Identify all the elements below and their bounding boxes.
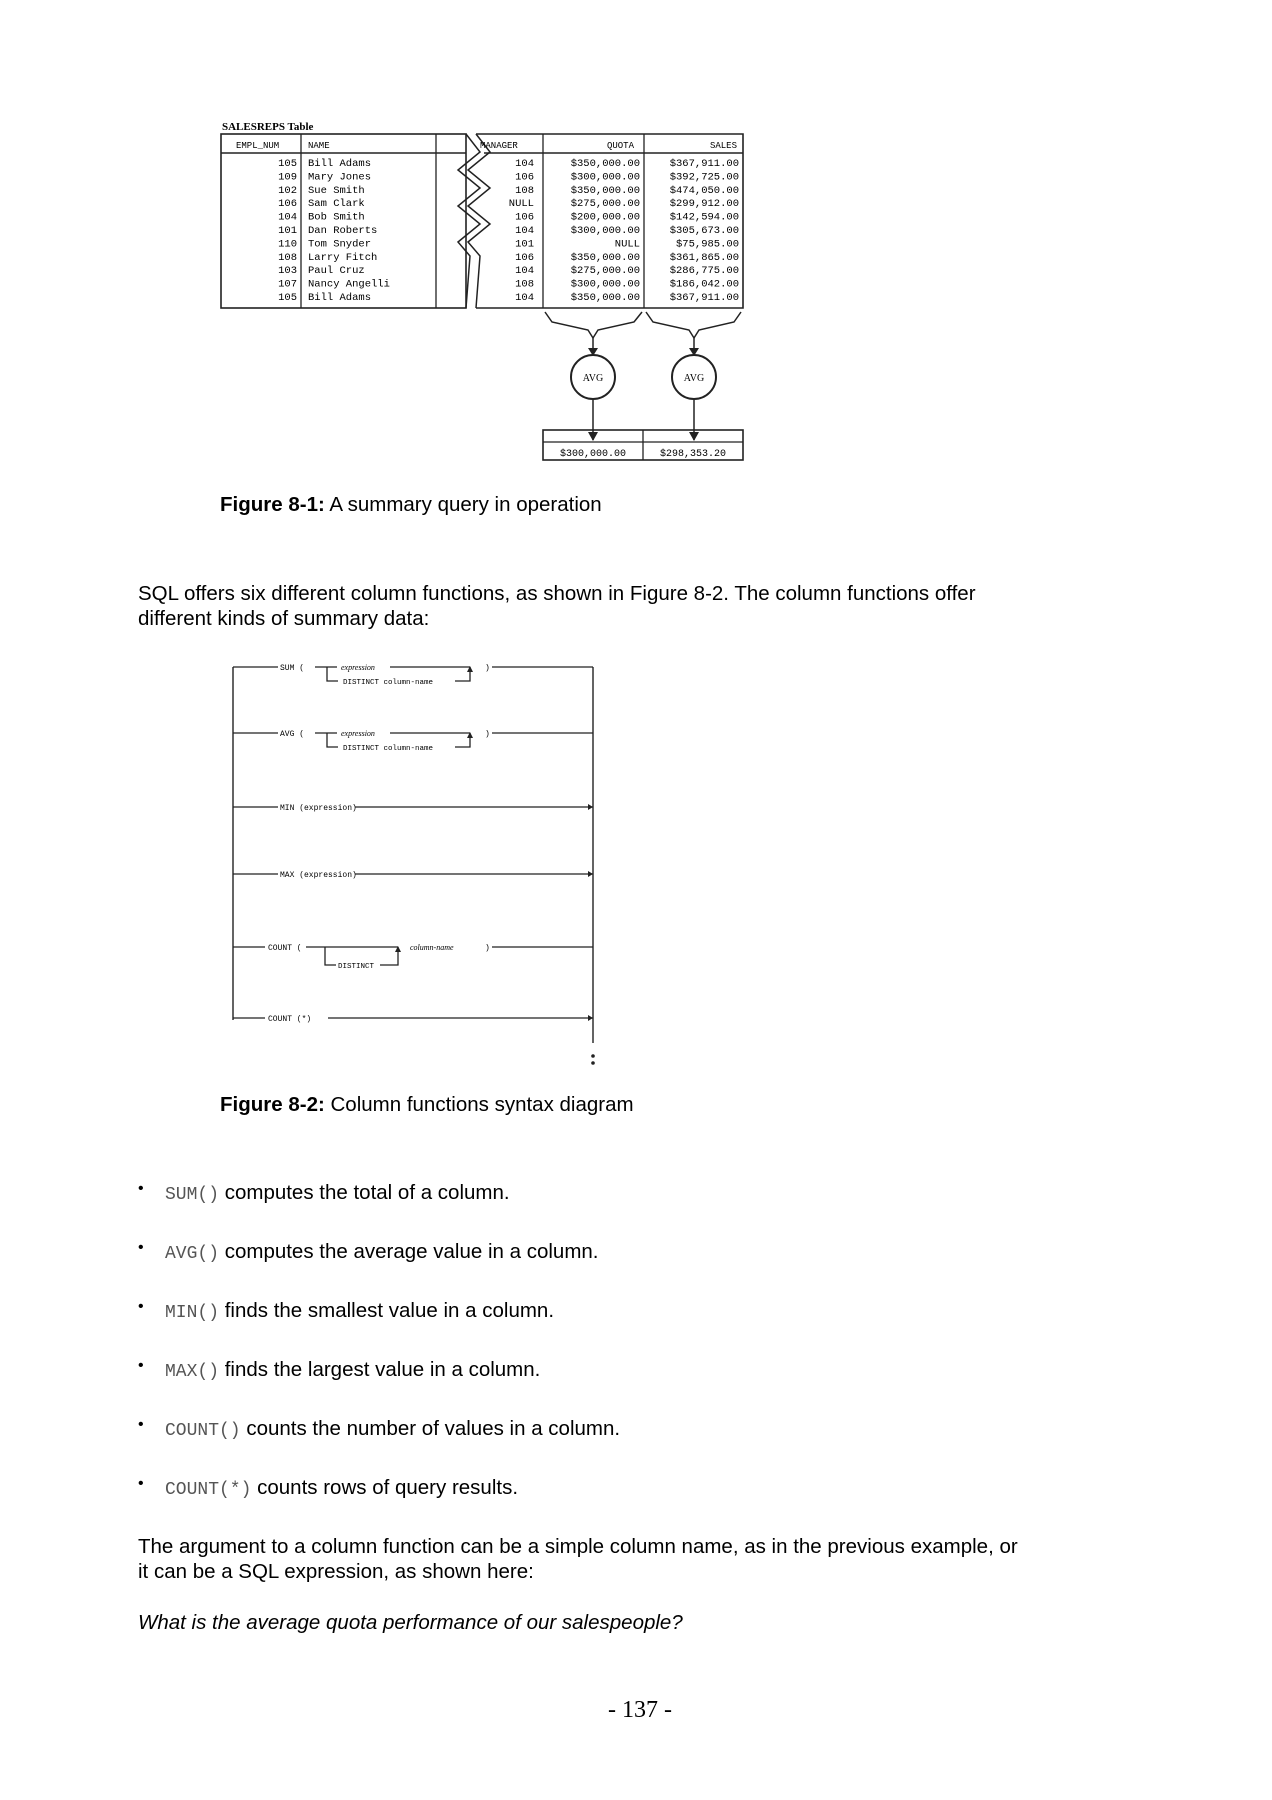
figure-8-1-caption-text: A summary query in operation [324,493,602,516]
cell-empl-num: 106 [278,198,297,211]
cell-quota: NULL [614,238,640,251]
header-sales: SALES [709,141,737,151]
syntax-avg-expression: expression [341,729,375,738]
syntax-sum: SUM ( [280,664,305,673]
syntax-count-close: ) [485,944,490,953]
header-quota: QUOTA [606,141,634,151]
cell-manager: 106 [515,211,534,224]
cell-empl-num: 103 [278,265,297,278]
table-row [278,238,739,250]
figure-8-1-caption [220,493,602,517]
syntax-avg: AVG ( [280,730,305,739]
cell-sales: $186,042.00 [669,278,739,291]
cell-name: Sue Smith [308,184,365,197]
cell-sales: $286,775.00 [669,265,739,278]
cell-name: Larry Fitch [308,251,378,264]
result-sales-avg: $298,353.20 [659,449,727,460]
cell-quota: $350,000.00 [570,158,640,170]
cell-name: Tom Snyder [308,238,372,251]
avg-circle-quota: AVG [582,373,604,384]
cell-sales: $299,912.00 [669,198,739,211]
cell-empl-num: 108 [278,251,297,264]
cell-quota: $200,000.00 [570,211,640,224]
syntax-count-column: column-name [410,943,454,952]
cell-manager: 108 [515,278,534,291]
header-manager: MANAGER [480,141,518,151]
argument-paragraph: The argument to a column function can be a simple column name, as in the previous example, or it can be a SQL expression, as shown here: [138,1535,1018,1583]
cell-quota: $275,000.00 [570,265,640,278]
intro-paragraph: SQL offers six different column functions, as shown in Figure 8-2. The column functions offer different kinds of summary data: [138,582,976,630]
bullet-code: AVG() [165,1244,220,1264]
bullet-dot: • [138,1475,144,1492]
syntax-avg-close: ) [485,730,490,739]
avg-circle-sales: AVG [683,373,705,384]
syntax-sum-expression: expression [341,663,375,672]
table-row [278,198,739,210]
cell-name: Sam Clark [308,198,365,211]
bullet-text: counts rows of query results. [251,1476,519,1499]
bullet-code: MIN() [165,1303,220,1323]
cell-manager: 106 [515,171,534,184]
cell-manager: 104 [515,265,534,278]
cell-sales: $142,594.00 [669,211,739,224]
syntax-count: COUNT ( [268,944,302,953]
figure-8-2-caption-label: Figure 8-2: [220,1093,325,1116]
header-empl-num: EMPL_NUM [236,141,280,151]
figure-8-2-syntax-diagram [0,650,1272,1070]
bullet-text: finds the largest value in a column. [219,1358,541,1381]
bullet-code: MAX() [165,1362,220,1382]
bullet-dot: • [138,1239,144,1256]
cell-sales: $367,911.00 [669,292,739,304]
cell-name: Bob Smith [308,211,365,224]
cell-quota: $300,000.00 [570,278,640,291]
table-row [278,225,739,237]
cell-manager: 106 [515,251,534,264]
cell-name: Bill Adams [308,292,372,304]
syntax-min: MIN (expression) [280,804,357,813]
table-row [278,279,739,291]
table-row [278,265,739,277]
table-row [278,185,739,197]
cell-empl-num: 101 [278,225,297,237]
cell-quota: $350,000.00 [570,184,640,197]
cell-empl-num: 104 [278,211,297,224]
question-text: What is the average quota performance of our salespeople? [138,1611,683,1634]
cell-sales: $361,865.00 [669,251,739,264]
salesreps-rows [278,158,739,304]
cell-manager: 104 [515,158,534,170]
cell-name: Dan Roberts [308,225,378,237]
bullet-dot: • [138,1180,144,1197]
page-number: - 137 - [608,1697,672,1723]
cell-name: Paul Cruz [308,265,365,278]
table-title: SALESREPS Table [222,121,314,133]
table-row [278,212,739,224]
figure-8-1-caption-label: Figure 8-1: [220,493,325,516]
bullet-dot: • [138,1298,144,1315]
figure-8-2-caption-text: Column functions syntax diagram [324,1093,634,1116]
bullet-text: computes the total of a column. [219,1181,510,1204]
bullet-text: counts the number of values in a column. [240,1417,621,1440]
cell-manager: 101 [515,238,534,251]
cell-sales: $474,050.00 [669,184,739,197]
table-row [278,171,739,183]
table-row [278,252,739,264]
cell-quota: $350,000.00 [570,251,640,264]
cell-manager: 108 [515,184,534,197]
cell-empl-num: 102 [278,184,297,197]
cell-empl-num: 107 [278,278,297,291]
bullet-code: COUNT(*) [165,1480,252,1500]
cell-name: Mary Jones [308,171,372,184]
cell-manager: NULL [508,198,534,211]
table-row [278,292,739,304]
cell-quota: $275,000.00 [570,198,640,211]
cell-manager: 104 [515,292,534,304]
cell-manager: 104 [515,225,534,237]
cell-empl-num: 105 [278,292,297,304]
table-row [278,158,739,170]
result-quota-avg: $300,000.00 [559,449,627,460]
bullet-code: COUNT() [165,1421,241,1441]
cell-name: Nancy Angelli [308,278,390,291]
cell-sales: $75,985.00 [675,238,739,251]
syntax-sum-close: ) [485,664,490,673]
bullet-dot: • [138,1416,144,1433]
figure-8-1-diagram [0,0,1272,470]
cell-empl-num: 105 [278,158,297,170]
bullet-dot: • [138,1357,144,1374]
bullet-text: computes the average value in a column. [219,1240,599,1263]
syntax-count-star: COUNT (*) [268,1015,312,1024]
syntax-avg-distinct: DISTINCT column-name [343,745,434,753]
syntax-max: MAX (expression) [280,871,357,880]
syntax-count-distinct: DISTINCT [338,963,375,971]
syntax-sum-distinct: DISTINCT column-name [343,679,434,687]
cell-quota: $300,000.00 [570,225,640,237]
figure-8-2-caption [220,1093,634,1117]
cell-quota: $300,000.00 [570,171,640,184]
cell-quota: $350,000.00 [570,292,640,304]
cell-sales: $367,911.00 [669,158,739,170]
bullet-code: SUM() [165,1185,220,1205]
header-name: NAME [308,141,330,151]
cell-name: Bill Adams [308,158,372,170]
bullet-text: finds the smallest value in a column. [219,1299,555,1322]
cell-empl-num: 109 [278,171,297,184]
cell-sales: $305,673.00 [669,225,739,237]
cell-sales: $392,725.00 [669,171,739,184]
cell-empl-num: 110 [278,238,297,251]
